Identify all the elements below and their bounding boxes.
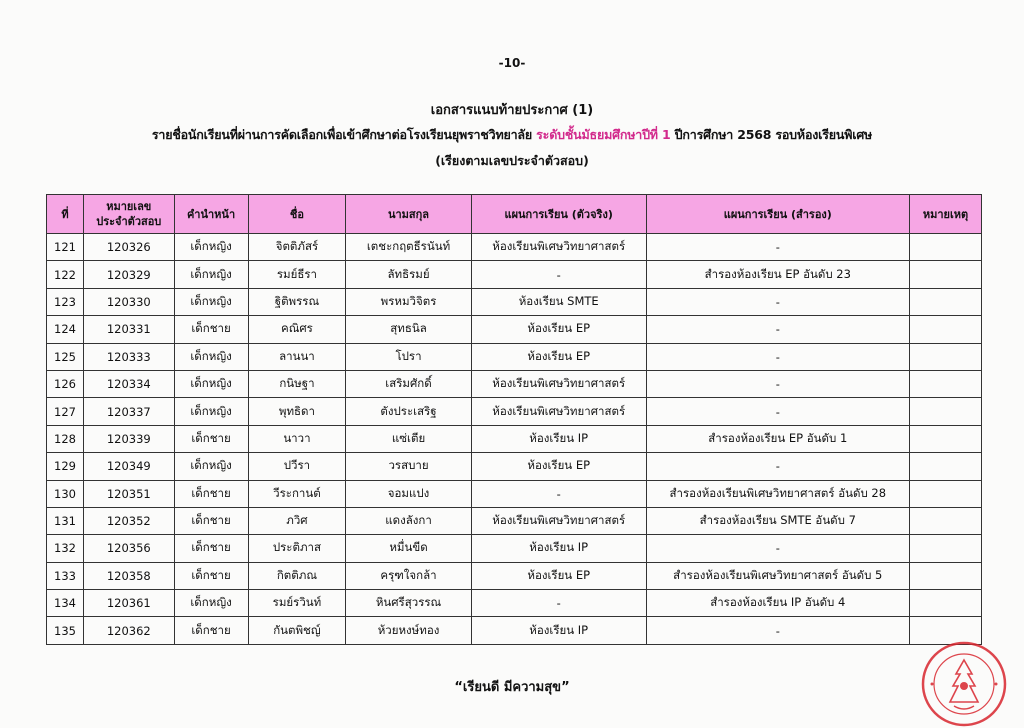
cell-first-name: นาวา [248,425,346,452]
table-row [47,234,982,261]
cell-remark [909,261,981,288]
cell-program: ห้องเรียน IP [471,535,646,562]
cell-program: ห้องเรียนพิเศษวิทยาศาสตร์ [471,398,646,425]
cell-prefix: เด็กหญิง [174,288,248,315]
col-header-first-name: ชื่อ [248,195,346,234]
cell-first-name: ประติภาส [248,535,346,562]
cell-last-name: พรหมวิจิตร [346,288,471,315]
col-header-last-name: นามสกุล [346,195,471,234]
cell-no: 131 [47,507,84,534]
cell-exam-id: 120358 [84,562,175,589]
cell-prefix: เด็กหญิง [174,234,248,261]
cell-prefix: เด็กชาย [174,617,248,644]
cell-program: - [471,590,646,617]
cell-last-name: จอมแปง [346,480,471,507]
cell-reserve: - [646,288,909,315]
document-subtitle [0,125,1024,145]
cell-remark [909,562,981,589]
cell-exam-id: 120334 [84,370,175,397]
table-row [47,562,982,589]
cell-reserve: - [646,343,909,370]
cell-last-name: แดงลังกา [346,507,471,534]
cell-reserve: - [646,234,909,261]
cell-no: 130 [47,480,84,507]
col-header-exam-id [84,195,175,234]
cell-program: ห้องเรียน EP [471,343,646,370]
cell-no: 128 [47,425,84,452]
cell-prefix: เด็กชาย [174,535,248,562]
cell-last-name: ครุฑใจกล้า [346,562,471,589]
cell-remark [909,316,981,343]
cell-program: ห้องเรียน EP [471,453,646,480]
col-header-remark: หมายเหตุ [909,195,981,234]
cell-exam-id: 120349 [84,453,175,480]
cell-prefix: เด็กชาย [174,480,248,507]
table-body [47,234,982,645]
cell-prefix: เด็กชาย [174,507,248,534]
cell-remark [909,234,981,261]
table-header [47,195,982,234]
col-header-prefix: คำนำหน้า [174,195,248,234]
cell-program: ห้องเรียน EP [471,316,646,343]
cell-program: ห้องเรียน IP [471,425,646,452]
cell-first-name: ฐิติพรรณ [248,288,346,315]
subtitle-part-1: รายชื่อนักเรียนที่ผ่านการคัดเลือกเพื่อเข้าศึกษาต่อโรงเรียนยุพราชวิทยาลัย [151,127,533,142]
cell-exam-id: 120330 [84,288,175,315]
cell-remark [909,425,981,452]
cell-prefix: เด็กหญิง [174,398,248,425]
cell-last-name: สุทธนิล [346,316,471,343]
cell-first-name: พุทธิดา [248,398,346,425]
cell-first-name: กันตพิชญ์ [248,617,346,644]
cell-no: 122 [47,261,84,288]
cell-reserve: - [646,535,909,562]
cell-reserve: สำรองห้องเรียน EP อันดับ 1 [646,425,909,452]
cell-first-name: จิตติภัสร์ [248,234,346,261]
cell-no: 127 [47,398,84,425]
table-row [47,590,982,617]
cell-first-name: คณิศร [248,316,346,343]
cell-no: 133 [47,562,84,589]
cell-last-name: ลัทธิรมย์ [346,261,471,288]
col-header-exam-id-line1: หมายเลข [106,200,152,213]
table-row [47,507,982,534]
cell-remark [909,343,981,370]
cell-prefix: เด็กชาย [174,562,248,589]
cell-last-name: โปรา [346,343,471,370]
cell-reserve: - [646,398,909,425]
cell-program: ห้องเรียนพิเศษวิทยาศาสตร์ [471,370,646,397]
cell-exam-id: 120329 [84,261,175,288]
cell-remark [909,507,981,534]
cell-last-name: หินศรีสุวรรณ [346,590,471,617]
cell-prefix: เด็กหญิง [174,261,248,288]
table-row [47,480,982,507]
cell-reserve: - [646,453,909,480]
cell-no: 124 [47,316,84,343]
cell-prefix: เด็กหญิง [174,343,248,370]
cell-remark [909,370,981,397]
cell-exam-id: 120339 [84,425,175,452]
school-motto: “เรียนดี มีความสุข” [454,680,570,695]
col-header-reserve: แผนการเรียน (สำรอง) [646,195,909,234]
cell-first-name: กนิษฐา [248,370,346,397]
cell-reserve: สำรองห้องเรียนพิเศษวิทยาศาสตร์ อันดับ 5 [646,562,909,589]
page-number: -10- [498,56,526,70]
cell-prefix: เด็กชาย [174,425,248,452]
cell-first-name: รมย์ธีรา [248,261,346,288]
cell-first-name: ลานนา [248,343,346,370]
cell-last-name: ตังประเสริฐ [346,398,471,425]
table-row [47,343,982,370]
cell-program: - [471,261,646,288]
cell-prefix: เด็กหญิง [174,370,248,397]
col-header-exam-id-line2: ประจำตัวสอบ [96,215,162,228]
cell-reserve: สำรองห้องเรียนพิเศษวิทยาศาสตร์ อันดับ 28 [646,480,909,507]
cell-first-name: วีระกานต์ [248,480,346,507]
cell-reserve: สำรองห้องเรียน IP อันดับ 4 [646,590,909,617]
col-header-program: แผนการเรียน (ตัวจริง) [471,195,646,234]
cell-last-name: วรสบาย [346,453,471,480]
table-row [47,398,982,425]
cell-first-name: รมย์รวินท์ [248,590,346,617]
student-table [46,194,982,645]
cell-prefix: เด็กหญิง [174,590,248,617]
cell-reserve: - [646,316,909,343]
cell-last-name: เตชะกฤตธีรนันท์ [346,234,471,261]
cell-remark [909,288,981,315]
cell-exam-id: 120361 [84,590,175,617]
cell-no: 135 [47,617,84,644]
cell-no: 126 [47,370,84,397]
cell-remark [909,453,981,480]
cell-remark [909,535,981,562]
cell-no: 129 [47,453,84,480]
cell-exam-id: 120331 [84,316,175,343]
cell-program: ห้องเรียนพิเศษวิทยาศาสตร์ [471,234,646,261]
table-row [47,453,982,480]
cell-exam-id: 120356 [84,535,175,562]
subtitle-part-2: ปีการศึกษา 2568 รอบห้องเรียนพิเศษ [674,127,873,142]
cell-prefix: เด็กชาย [174,316,248,343]
table-row [47,535,982,562]
table-row [47,261,982,288]
table-row [47,617,982,644]
sort-note: (เรียงตามเลขประจำตัวสอบ) [435,153,589,168]
cell-reserve: สำรองห้องเรียน SMTE อันดับ 7 [646,507,909,534]
cell-last-name: หมื่นขีด [346,535,471,562]
col-header-no: ที่ [47,195,84,234]
cell-exam-id: 120351 [84,480,175,507]
cell-remark [909,480,981,507]
subtitle-highlight: ระดับชั้นมัธยมศึกษาปีที่ 1 [536,127,671,142]
cell-reserve: สำรองห้องเรียน EP อันดับ 23 [646,261,909,288]
cell-first-name: กิตติภณ [248,562,346,589]
cell-reserve: - [646,617,909,644]
cell-program: ห้องเรียน IP [471,617,646,644]
document-title: เอกสารแนบท้ายประกาศ (1) [430,103,594,118]
school-seal-stamp [920,640,1008,728]
cell-exam-id: 120362 [84,617,175,644]
cell-program: - [471,480,646,507]
table-row [47,370,982,397]
cell-last-name: แซ่เตีย [346,425,471,452]
cell-remark [909,590,981,617]
table-row [47,425,982,452]
table-row [47,316,982,343]
cell-reserve: - [646,370,909,397]
cell-no: 132 [47,535,84,562]
cell-no: 134 [47,590,84,617]
cell-no: 123 [47,288,84,315]
cell-exam-id: 120333 [84,343,175,370]
cell-last-name: ห้วยหงษ์ทอง [346,617,471,644]
cell-exam-id: 120352 [84,507,175,534]
cell-program: ห้องเรียนพิเศษวิทยาศาสตร์ [471,507,646,534]
cell-program: ห้องเรียน EP [471,562,646,589]
cell-no: 121 [47,234,84,261]
cell-last-name: เสริมศักดิ์ [346,370,471,397]
cell-prefix: เด็กหญิง [174,453,248,480]
cell-first-name: ภวิศ [248,507,346,534]
cell-no: 125 [47,343,84,370]
cell-first-name: ปวีรา [248,453,346,480]
cell-exam-id: 120326 [84,234,175,261]
cell-remark [909,398,981,425]
cell-program: ห้องเรียน SMTE [471,288,646,315]
table-row [47,288,982,315]
cell-exam-id: 120337 [84,398,175,425]
